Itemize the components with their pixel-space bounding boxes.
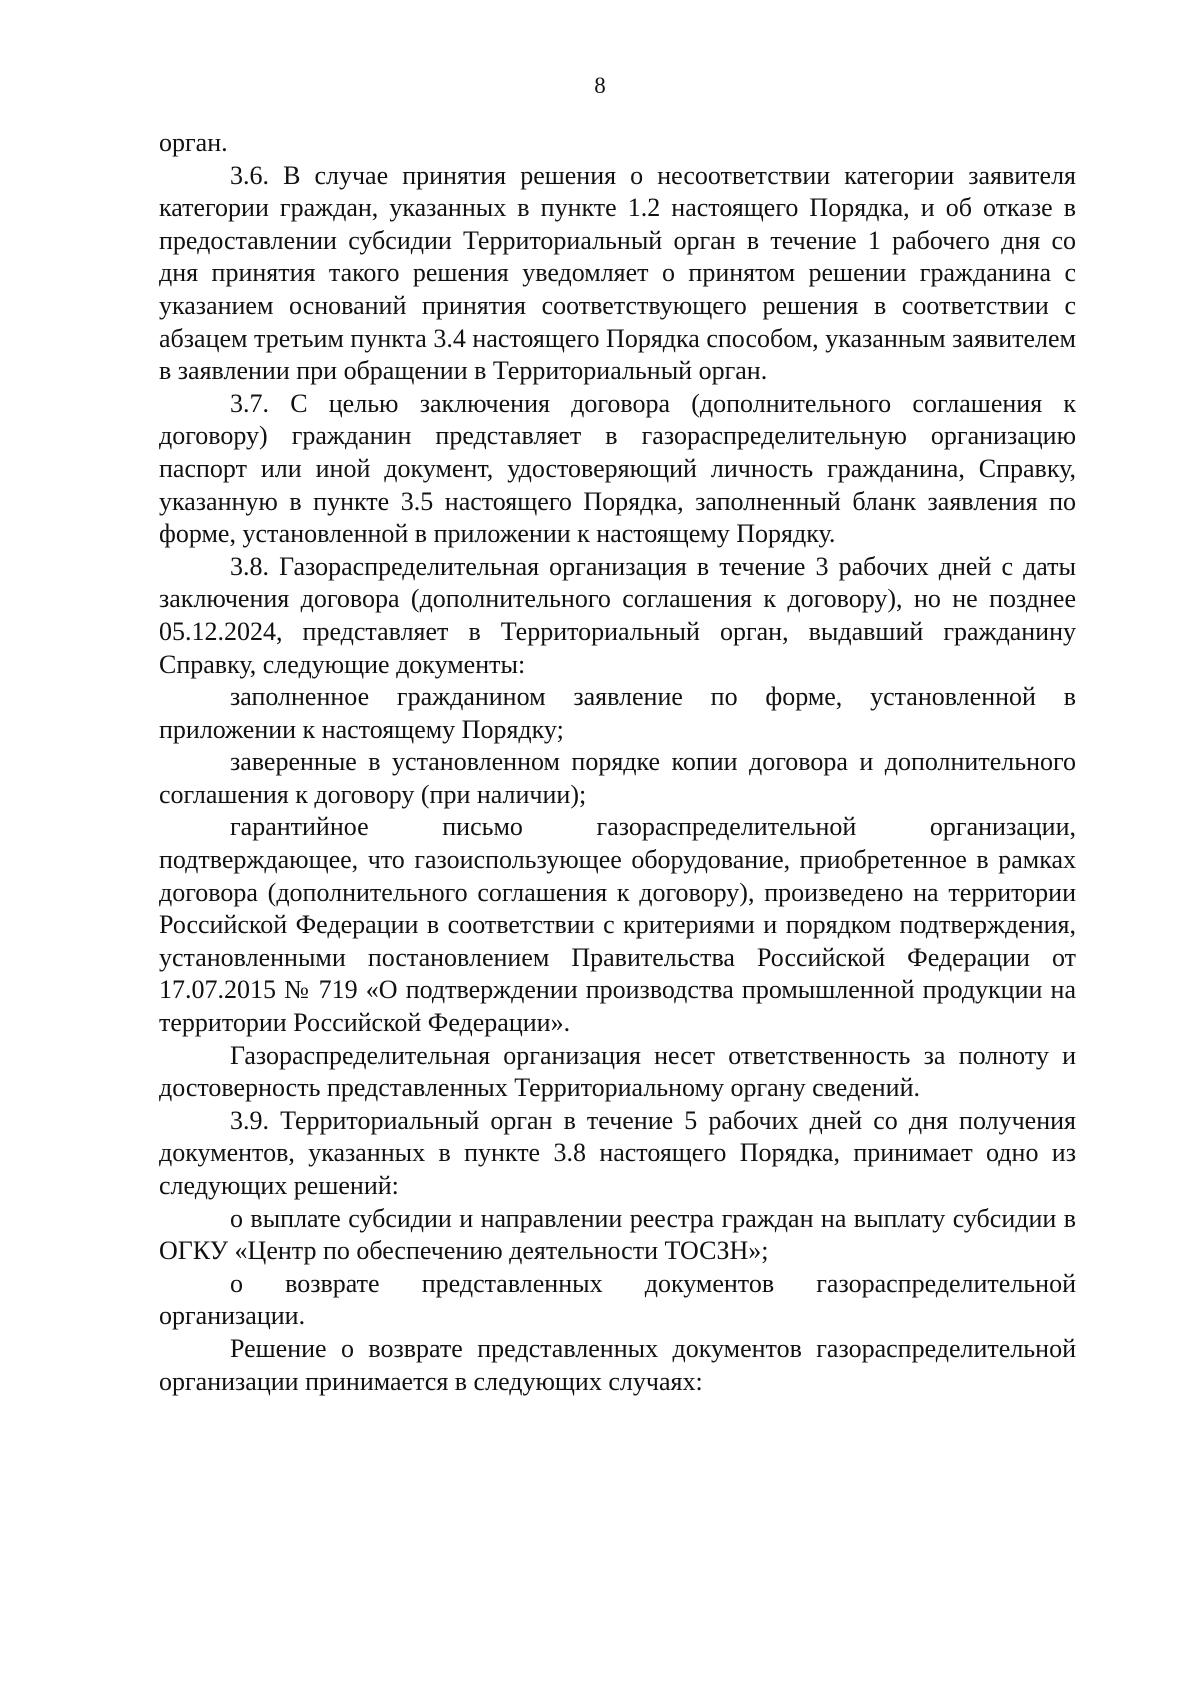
- list-item-guarantee-letter: гарантийное письмо газораспределительной организации, подтверждающее, что газоиспользующее оборудование, приобретенное в рамках договора (дополнительного соглашения к договору), произведено на территории Российской Федерации в соответствии с критериями и порядком подтверждения, установленными постановлением Правительства Российской Федерации от 17.07.2015 № 719 «О подтверждении производства промышленной продукции на территории Российской Федерации».: [159, 812, 1076, 1038]
- paragraph-continuation: орган.: [159, 128, 228, 157]
- page-number: 8: [594, 73, 606, 98]
- document-body: [159, 127, 1076, 1398]
- paragraph-3-9: 3.9. Территориальный орган в течение 5 рабочих дней со дня получения документов, указанных в пункте 3.8 настоящего Порядка, принимает одно из следующих решений:: [159, 1105, 1076, 1200]
- paragraph-3-6: 3.6. В случае принятия решения о несоответствии категории заявителя категории граждан, указанных в пункте 1.2 настоящего Порядка, и об отказе в предоставлении субсидии Территориальный орган в течение 1 рабочего дня со дня принятия такого решения уведомляет о принятом решении гражданина с указанием оснований принятия соответствующего решения в соответствии с абзацем третьим пункта 3.4 настоящего Порядка способом, указанным заявителем в заявлении при обращении в Территориальный орган.: [159, 160, 1076, 386]
- paragraph-3-8: 3.8. Газораспределительная организация в течение 3 рабочих дней с даты заключения договора (дополнительного соглашения к договору), но не позднее 05.12.2024, представляет в Территориальный орган, выдавший гражданину Справку, следующие документы:: [159, 551, 1076, 679]
- list-item-return-decision: о возврате представленных документов газораспределительной организации.: [159, 1268, 1076, 1331]
- paragraph-return-cases: Решение о возврате представленных документов газораспределительной организации принимается в следующих случаях:: [159, 1333, 1076, 1396]
- paragraph-responsibility: Газораспределительная организация несет ответственность за полноту и достоверность представленных Территориальному органу сведений.: [159, 1040, 1076, 1103]
- list-item-application: заполненное гражданином заявление по форме, установленной в приложении к настоящему Порядку;: [159, 682, 1076, 744]
- list-item-payment-decision: о выплате субсидии и направлении реестра граждан на выплату субсидии в ОГКУ «Центр по обеспечению деятельности ТОСЗН»;: [159, 1203, 1076, 1266]
- list-item-contract-copies: заверенные в установленном порядке копии договора и дополнительного соглашения к договору (при наличии);: [159, 747, 1076, 809]
- paragraph-3-7: 3.7. С целью заключения договора (дополнительного соглашения к договору) гражданин представляет в газораспределительную организацию паспорт или иной документ, удостоверяющий личность гражданина, Справку, указанную в пункте 3.5 настоящего Порядка, заполненный бланк заявления по форме, установленной в приложении к настоящему Порядку.: [159, 388, 1076, 549]
